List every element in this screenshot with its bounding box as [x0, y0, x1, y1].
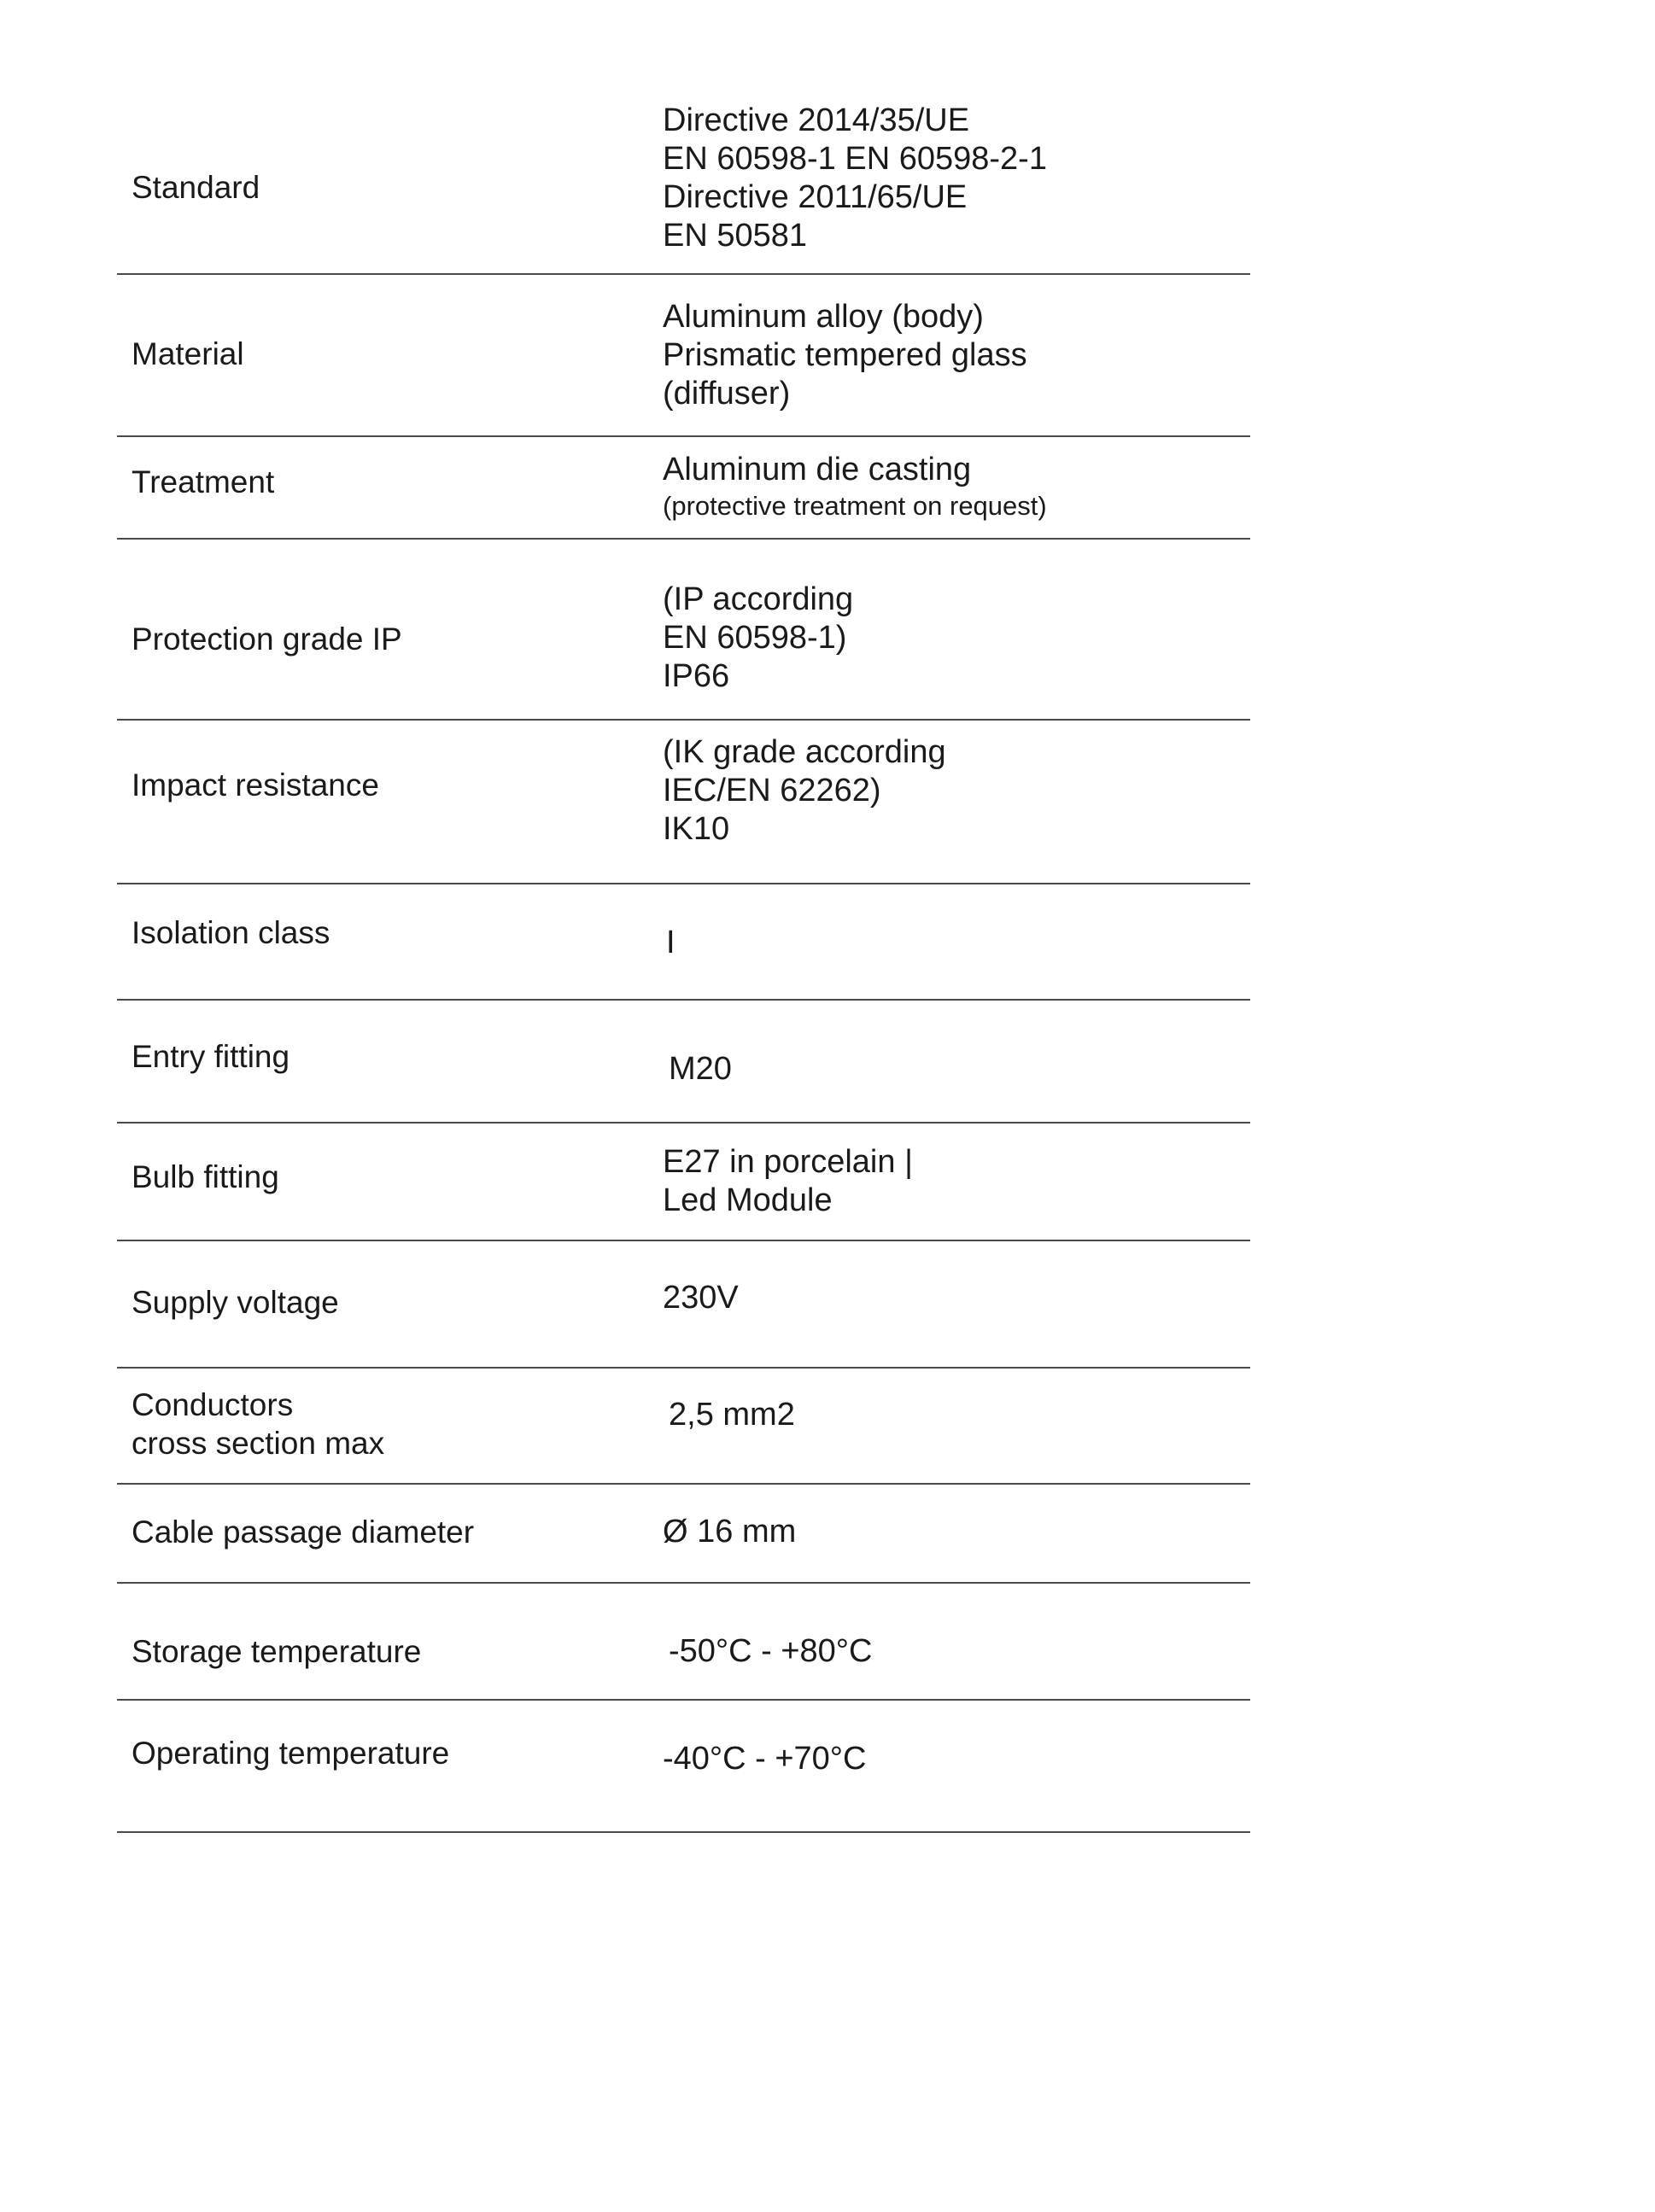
spec-label-line: cross section max	[132, 1426, 385, 1461]
row-divider	[117, 1831, 1250, 1833]
spec-value-line: -40°C - +70°C	[663, 1741, 867, 1777]
row-divider	[117, 1483, 1250, 1485]
spec-label-entry-fitting: Entry fitting	[132, 1039, 290, 1074]
spec-value-line: Prismatic tempered glass	[663, 337, 1027, 373]
spec-value-supply-voltage	[663, 1279, 739, 1317]
spec-value-line: E27 in porcelain |	[663, 1144, 913, 1180]
row-divider	[117, 883, 1250, 884]
spec-value-impact-resistance	[663, 733, 946, 849]
spec-label-standard: Standard	[132, 170, 260, 205]
row-divider	[117, 1240, 1250, 1241]
spec-label-material: Material	[132, 336, 244, 371]
spec-label-bulb-fitting: Bulb fitting	[132, 1159, 279, 1194]
spec-value-line: IEC/EN 62262)	[663, 773, 881, 808]
spec-value-line: I	[666, 925, 675, 960]
spec-label-isolation-class: Isolation class	[132, 915, 330, 950]
row-divider	[117, 538, 1250, 540]
spec-value-line: Ø 16 mm	[663, 1514, 797, 1550]
spec-value-cable-passage-diameter	[663, 1513, 796, 1551]
spec-value-line: 230V	[663, 1280, 739, 1316]
spec-label-supply-voltage: Supply voltage	[132, 1285, 339, 1320]
spec-value-line: Aluminum die casting	[663, 452, 972, 487]
spec-value-line: IK10	[663, 811, 730, 847]
spec-value-bulb-fitting	[663, 1143, 913, 1220]
spec-value-line: M20	[669, 1051, 732, 1087]
spec-value-material	[663, 298, 1027, 413]
row-divider	[117, 1699, 1250, 1701]
row-divider	[117, 273, 1250, 275]
spec-label-line: Conductors	[132, 1387, 294, 1422]
spec-label-conductors	[132, 1386, 384, 1462]
spec-value-protection-grade	[663, 581, 853, 696]
spec-value-note: (protective treatment on request)	[663, 491, 1047, 521]
spec-label-treatment: Treatment	[132, 464, 275, 499]
spec-value-conductors	[669, 1396, 795, 1434]
spec-value-line: EN 60598-1)	[663, 620, 847, 656]
spec-label-storage-temperature: Storage temperature	[132, 1634, 422, 1669]
row-divider	[117, 1122, 1250, 1124]
spec-value-line: Directive 2014/35/UE	[663, 102, 970, 138]
spec-value-line: (IP according	[663, 581, 854, 617]
spec-value-line: Aluminum alloy (body)	[663, 299, 984, 335]
spec-value-line: EN 50581	[663, 218, 808, 254]
spec-value-operating-temperature	[663, 1740, 866, 1778]
spec-value-line: (diffuser)	[663, 376, 791, 411]
row-divider	[117, 1367, 1250, 1369]
row-divider	[117, 999, 1250, 1001]
spec-value-treatment	[663, 451, 1047, 523]
spec-value-line: Directive 2011/65/UE	[663, 179, 968, 215]
row-divider	[117, 1582, 1250, 1584]
spec-value-entry-fitting	[669, 1050, 732, 1088]
spec-value-storage-temperature	[669, 1632, 872, 1671]
spec-value-line: -50°C - +80°C	[669, 1633, 873, 1669]
spec-label-impact-resistance: Impact resistance	[132, 767, 379, 803]
spec-value-isolation-class	[666, 924, 675, 962]
spec-value-standard	[663, 102, 1047, 255]
spec-value-line: IP66	[663, 658, 730, 694]
spec-value-line: Led Module	[663, 1182, 833, 1218]
row-divider	[117, 435, 1250, 437]
spec-value-line: EN 60598-1 EN 60598-2-1	[663, 141, 1047, 177]
spec-value-line: (IK grade according	[663, 734, 946, 770]
spec-value-line: 2,5 mm2	[669, 1397, 795, 1433]
spec-label-cable-passage-diameter: Cable passage diameter	[132, 1515, 475, 1550]
spec-label-protection-grade: Protection grade IP	[132, 622, 402, 657]
spec-label-operating-temperature: Operating temperature	[132, 1736, 450, 1771]
row-divider	[117, 719, 1250, 721]
